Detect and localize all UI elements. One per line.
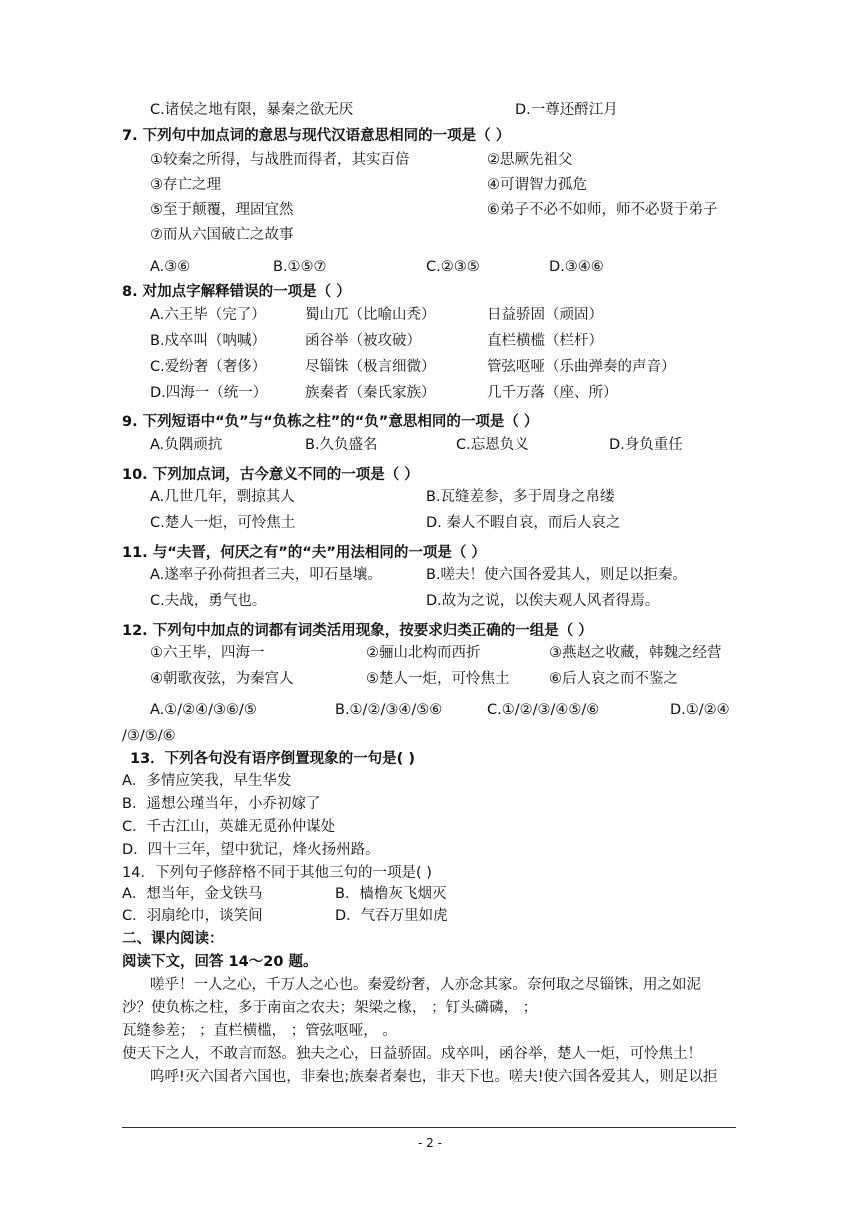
text-line: ④朝歌夜弦，为秦宫人 <box>150 671 294 687</box>
text-line: 几千万落（座、所） <box>487 385 618 401</box>
text-line: ③存亡之理 <box>150 177 221 193</box>
page-number: - 2 - <box>418 1136 442 1150</box>
text-line: C．千古江山，英雄无觅孙仲谋处 <box>122 819 336 835</box>
text-line: 14．下列句子修辞格不同于其他三句的一项是( ) <box>122 865 432 881</box>
text-line: ⑤楚人一炬，可怜焦土 <box>366 671 510 687</box>
question-heading: 10. 下列加点词，古今意义不同的一项是（ ） <box>122 467 419 483</box>
text-line: 嗟乎！一人之心，千万人之心也。秦爱纷奢，人亦念其家。奈何取之尽锱铢，用之如泥 <box>150 977 701 993</box>
text-line: B.嗟夫！使六国各爱其人，则足以拒秦。 <box>426 567 688 583</box>
question-heading: 13．下列各句没有语序倒置现象的一句是( ) <box>130 751 415 767</box>
text-line: A.几世几年，剽掠其人 <box>150 489 295 505</box>
text-line: C．羽扇纶巾，谈笑间 <box>122 908 263 924</box>
text-line: 直栏横槛（栏杆） <box>487 333 603 349</box>
text-line: C.诸侯之地有限，暴秦之欲无厌 <box>150 102 354 118</box>
text-line: C.爱纷奢（奢侈） <box>150 359 267 375</box>
text-line: B.久负盛名 <box>305 437 378 453</box>
text-line: C.①/②/③/④⑤/⑥ <box>487 702 600 718</box>
text-line: ⑥后人哀之而不鉴之 <box>549 671 678 687</box>
text-line: ②思厥先祖父 <box>487 152 573 168</box>
text-line: 管弦呕哑（乐曲弹奏的声音） <box>487 359 676 375</box>
question-heading: 二、课内阅读： <box>122 931 224 947</box>
text-line: D. 秦人不暇自哀，而后人哀之 <box>426 515 621 531</box>
text-line: 使天下之人，不敢言而怒。独夫之心，日益骄固。戍卒叫，函谷举，楚人一炬，可怜焦土！ <box>122 1046 702 1062</box>
text-line: D.③④⑥ <box>549 259 604 275</box>
text-line: ②骊山北构而西折 <box>366 645 481 661</box>
text-line: D.故为之说，以俟夫观人风者得焉。 <box>426 593 660 609</box>
text-line: D.一尊还酹江月 <box>515 102 618 118</box>
text-line: D.四海一（统一） <box>150 385 268 401</box>
text-line: A．想当年，金戈铁马 <box>122 886 263 902</box>
text-line: A.③⑥ <box>150 259 191 275</box>
text-line: /③/⑤/⑥ <box>122 728 176 744</box>
text-line: ④可谓智力孤危 <box>487 177 587 193</box>
question-heading: 11. 与“夫晋，何厌之有”的“夫”用法相同的一项是（ ） <box>122 545 486 561</box>
text-line: 函谷举（被攻破） <box>305 333 421 349</box>
question-heading: 7. 下列句中加点词的意思与现代汉语意思相同的一项是（ ） <box>122 128 511 144</box>
text-line: C.忘恩负义 <box>456 437 529 453</box>
text-line: B.瓦缝差参，多于周身之帛缕 <box>426 489 615 505</box>
question-heading: 阅读下文，回答 14～20 题。 <box>122 954 318 970</box>
text-line: 日益骄固（顽固） <box>487 307 603 323</box>
text-line: A.①/②④/③⑥/⑤ <box>150 702 257 718</box>
text-line: B.戍卒叫（呐喊） <box>150 333 267 349</box>
text-line: C.②③⑤ <box>426 259 480 275</box>
text-line: 沙？使负栋之柱，多于南亩之农夫；架梁之椽， ；钉头磷磷， ； <box>122 1000 538 1016</box>
text-line: D．四十三年，望中犹记，烽火扬州路。 <box>122 842 380 858</box>
text-line: 蜀山兀（比喻山秃） <box>305 307 436 323</box>
text-line: A．多情应笑我，早生华发 <box>122 773 292 789</box>
text-line: A.六王毕（完了） <box>150 307 266 323</box>
text-line: ⑥弟子不必不如师，师不必贤于弟子 <box>487 202 718 218</box>
text-line: D.身负重任 <box>609 437 683 453</box>
text-line: D．气吞万里如虎 <box>335 908 448 924</box>
text-line: ③燕赵之收藏，韩魏之经营 <box>549 645 722 661</box>
text-line: A.遂率子孙荷担者三夫，叩石垦壤。 <box>150 567 382 583</box>
question-heading: 12. 下列句中加点的词都有词类活用现象，按要求归类正确的一组是（ ） <box>122 623 593 639</box>
text-line: B.①⑤⑦ <box>273 259 327 275</box>
text-line: B．遥想公瑾当年，小乔初嫁了 <box>122 796 321 812</box>
text-line: ①较秦之所得，与战胜而得者，其实百倍 <box>150 152 410 168</box>
text-line: B.①/②/③④/⑤⑥ <box>335 702 443 718</box>
text-line: C.夫战，勇气也。 <box>150 593 267 609</box>
text-line: B．樯橹灰飞烟灭 <box>335 886 447 902</box>
text-line: 族秦者（秦氏家族） <box>305 385 436 401</box>
text-line: C.楚人一炬，可怜焦土 <box>150 515 296 531</box>
text-line: 呜呼!灭六国者六国也，非秦也;族秦者秦也，非天下也。嗟夫!使六国各爱其人，则足以拒 <box>150 1069 718 1085</box>
footer-rule <box>122 1127 736 1128</box>
text-line: 瓦缝参差； ；直栏横槛， ；管弦呕哑， 。 <box>122 1023 397 1039</box>
text-line: ⑤至于颠覆，理固宜然 <box>150 202 294 218</box>
question-heading: 9. 下列短语中“负”与“负栋之柱”的“负”意思相同的一项是（ ） <box>122 414 539 430</box>
text-line: A.负隅顽抗 <box>150 437 223 453</box>
text-line: ⑦而从六国破亡之故事 <box>150 227 294 243</box>
text-line: ①六王毕，四海一 <box>150 645 265 661</box>
text-line: 尽锱铢（极言细微） <box>305 359 436 375</box>
question-heading: 8. 对加点字解释错误的一项是（ ） <box>122 284 351 300</box>
text-line: D.①/②④ <box>670 702 730 718</box>
